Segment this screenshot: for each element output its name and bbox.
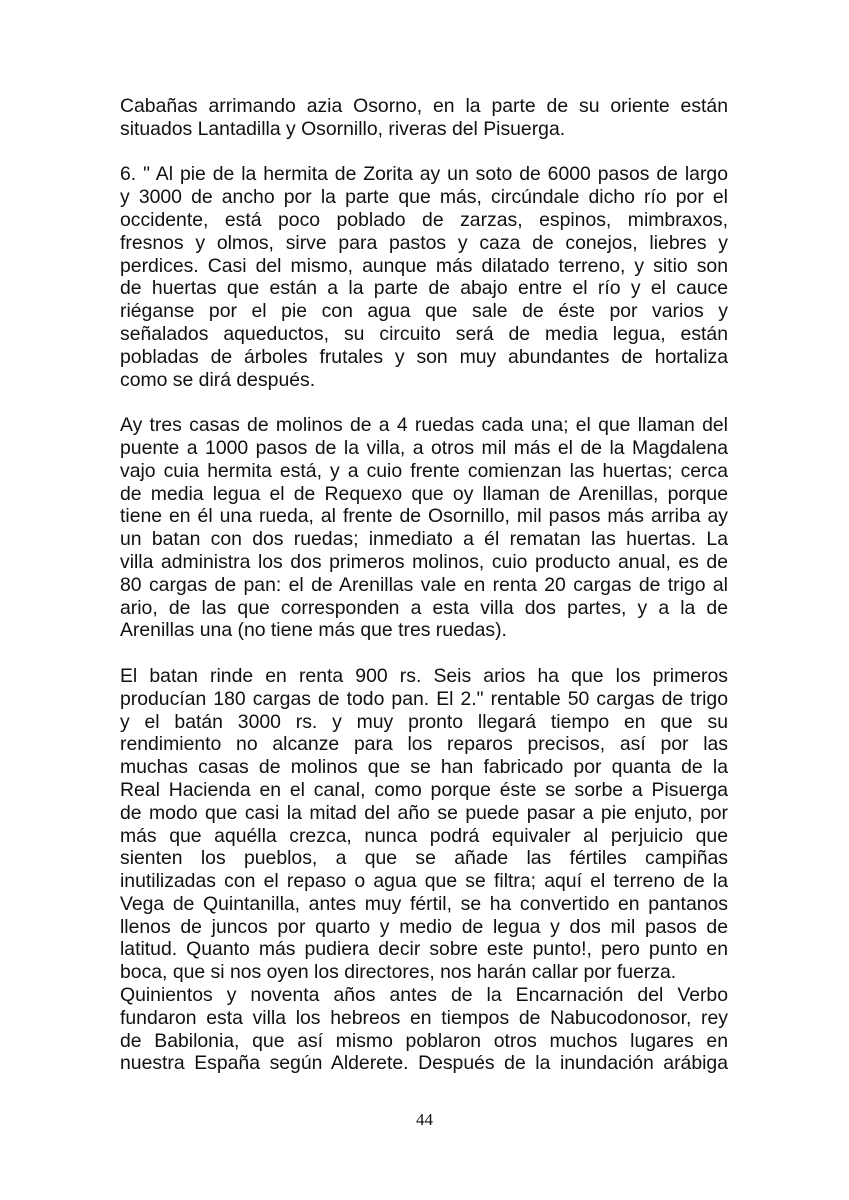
text-line: Vega de Quintanilla, antes muy fértil, se ha convertido en pantanos bbox=[120, 892, 728, 915]
paragraph bbox=[120, 414, 728, 642]
text-line: 80 cargas de pan: el de Arenillas vale en renta 20 cargas de trigo al bbox=[120, 573, 728, 596]
paragraph-spacer bbox=[120, 642, 728, 665]
page-number: 44 bbox=[416, 1110, 433, 1129]
text-line: Arenillas una (no tiene más que tres ruedas). bbox=[120, 619, 507, 642]
body-text bbox=[120, 95, 728, 1075]
text-line: 6. " Al pie de la hermita de Zorita ay un soto de 6000 pasos de largo bbox=[120, 163, 728, 186]
paragraph bbox=[120, 95, 728, 141]
text-line: latitud. Quanto más pudiera decir sobre este punto!, pero punto en bbox=[120, 938, 728, 961]
text-line: de huertas que están a la parte de abajo entre el río y el cauce bbox=[120, 277, 728, 300]
text-line: boca, que si nos oyen los directores, nos harán callar por fuerza. bbox=[120, 961, 677, 984]
text-line: inutilizadas con el repaso o agua que se filtra; aquí el terreno de la bbox=[120, 870, 728, 893]
text-line: señalados aqueductos, su circuito será de media legua, están bbox=[120, 322, 728, 345]
text-line: Cabañas arrimando azia Osorno, en la parte de su oriente están bbox=[120, 95, 728, 117]
text-line: perdices. Casi del mismo, aunque más dilatado terreno, y sitio son bbox=[120, 254, 728, 277]
text-line: de modo que casi la mitad del año se puede pasar a pie enjuto, por bbox=[120, 801, 728, 824]
text-line: sienten los pueblos, a que se añade las fértiles campiñas bbox=[120, 847, 728, 870]
paragraph-spacer bbox=[120, 391, 728, 414]
text-line: situados Lantadilla y Osornillo, riveras del Pisuerga. bbox=[120, 117, 566, 140]
text-line: más que aquélla crezca, nunca podrá equivaler al perjuicio que bbox=[120, 824, 728, 847]
text-line: pobladas de árboles frutales y son muy abundantes de hortaliza bbox=[120, 345, 728, 368]
paragraph-spacer bbox=[120, 141, 728, 164]
text-line: Ay tres casas de molinos de a 4 ruedas cada una; el que llaman del bbox=[120, 414, 728, 437]
text-line: tiene en él una rueda, al frente de Osornillo, mil pasos más arriba ay bbox=[120, 505, 728, 528]
text-line: vajo cuia hermita está, y a cuio frente comienzan las huertas; cerca bbox=[120, 459, 728, 482]
text-line: y 3000 de ancho por la parte que más, circúndale dicho río por el bbox=[120, 186, 728, 209]
text-line: como se dirá después. bbox=[120, 368, 316, 391]
paragraph bbox=[120, 163, 728, 391]
text-line: puente a 1000 pasos de la villa, a otros mil más el de la Magdalena bbox=[120, 436, 728, 459]
text-line: occidente, está poco poblado de zarzas, espinos, mimbraxos, bbox=[120, 208, 728, 231]
text-line: fresnos y olmos, sirve para pastos y caza de conejos, liebres y bbox=[120, 231, 728, 254]
text-line: de Babilonia, que así mismo poblaron otros muchos lugares en bbox=[120, 1029, 728, 1052]
text-line: producían 180 cargas de todo pan. El 2." rentable 50 cargas de trigo bbox=[120, 687, 728, 710]
text-line: villa administra los dos primeros molinos, cuio producto anual, es de bbox=[120, 550, 728, 573]
text-line: llenos de juncos por quarto y medio de legua y dos mil pasos de bbox=[120, 915, 728, 938]
text-line: de media legua el de Requexo que oy llaman de Arenillas, porque bbox=[120, 482, 728, 505]
text-line: riéganse por el pie con agua que sale de éste por varios y bbox=[120, 300, 728, 323]
text-line: ario, de las que corresponden a esta villa dos partes, y a la de bbox=[120, 596, 728, 619]
paragraph bbox=[120, 984, 728, 1075]
text-line: nuestra España según Alderete. Después de la inundación arábiga bbox=[120, 1052, 728, 1075]
text-line: El batan rinde en renta 900 rs. Seis arios ha que los primeros bbox=[120, 664, 728, 687]
text-line: y el batán 3000 rs. y muy pronto llegará tiempo en que su bbox=[120, 710, 728, 733]
text-line: muchas casas de molinos que se han fabricado por quanta de la bbox=[120, 756, 728, 779]
text-line: rendimiento no alcanze para los reparos precisos, así por las bbox=[120, 733, 728, 756]
text-line: fundaron esta villa los hebreos en tiempos de Nabucodonosor, rey bbox=[120, 1006, 728, 1029]
text-line: Real Hacienda en el canal, como porque éste se sorbe a Pisuerga bbox=[120, 778, 728, 801]
text-line: un batan con dos ruedas; inmediato a él rematan las huertas. La bbox=[120, 528, 728, 551]
text-line: Quinientos y noventa años antes de la Encarnación del Verbo bbox=[120, 984, 728, 1007]
paragraph bbox=[120, 665, 728, 984]
